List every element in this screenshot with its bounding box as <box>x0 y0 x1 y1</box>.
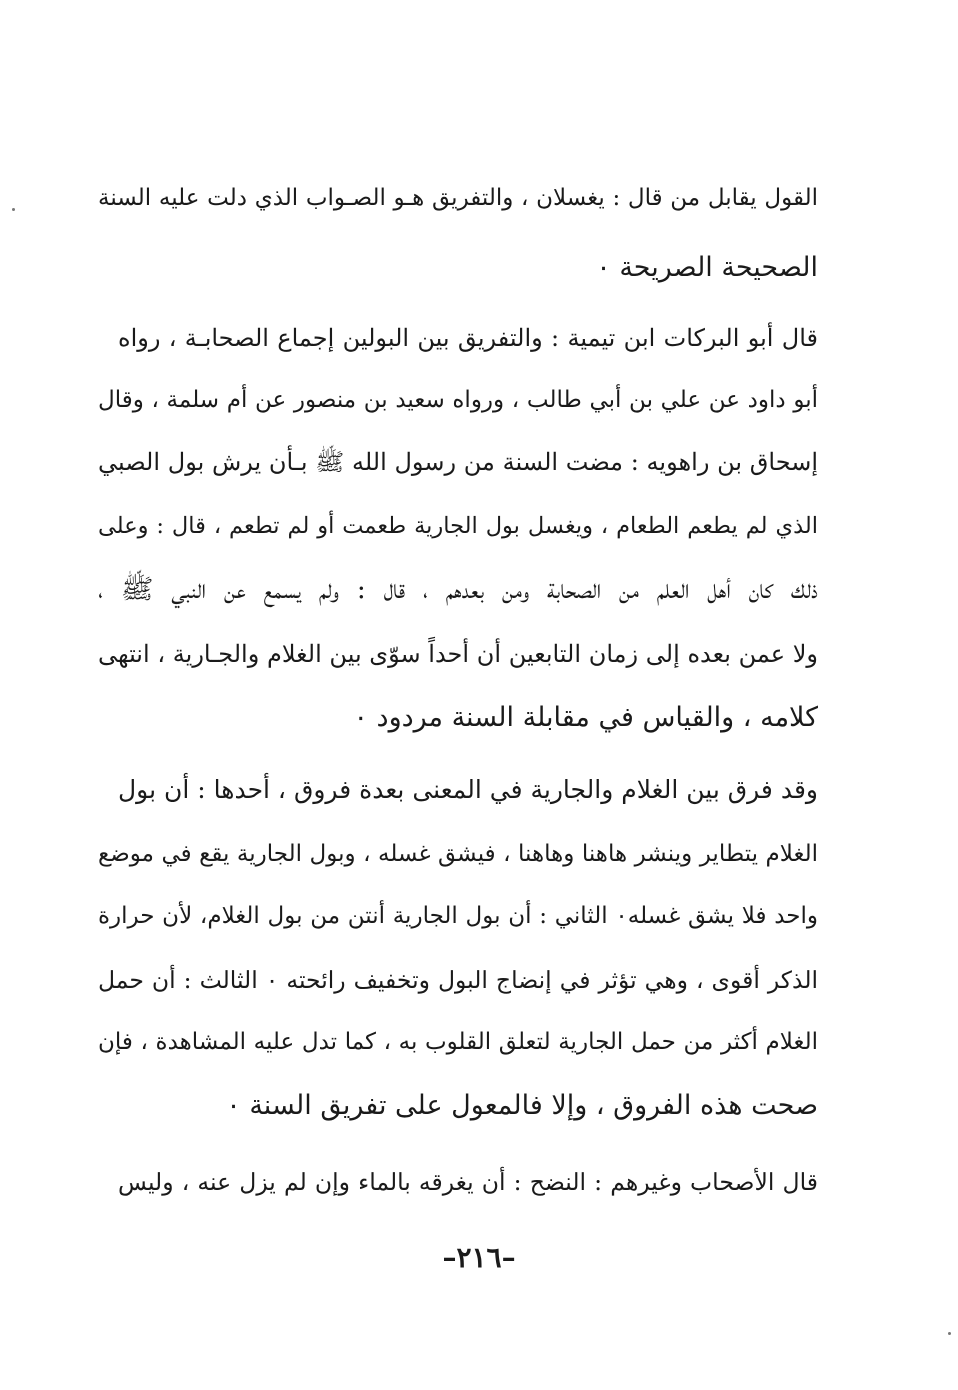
text-line: الغلام أكثر من حمل الجارية لتعلق القلوب به ، كما تدل عليه المشاهدة ، فإن <box>98 1029 818 1055</box>
text-line: قال الأصحاب وغيرهم : النضح : أن يغرقه بالماء وإن لم يزل عنه ، وليس <box>118 1168 818 1196</box>
text-line: ذلك كان أهل العلم من الصحابة ومن بعدهم ، قال : ولم يسمع عن النبي ﷺ ، <box>98 574 818 605</box>
scan-speck <box>12 208 15 211</box>
text-line: الغلام يتطاير وينشر هاهنا وهاهنا ، فيشق غسله ، وبول الجارية يقع في موضع <box>98 841 818 867</box>
text-line: كلامه ، والقياس في مقابلة السنة مردود ٠ <box>353 702 818 733</box>
scan-speck <box>948 1332 951 1335</box>
text-line: قال أبو البركات ابن تيمية : والتفريق بين البولين إجماع الصحابـة ، رواه <box>118 324 818 352</box>
text-line: واحد فلا يشق غسله٠ الثاني : أن بول الجارية أنتن من بول الغلام، لأن حرارة <box>98 903 818 929</box>
text-line: إسحاق بن راهويه : مضت السنة من رسول الله ﷺ بـأن يرش بول الصبي <box>98 448 819 476</box>
text-line: القول يقابل من قال : يغسلان ، والتفريق هـو الصـواب الذي دلت عليه السنة <box>98 185 818 211</box>
text-line: الذي لم يطعم الطعام ، ويغسل بول الجارية طعمت أو لم تطعم ، قال : وعلى <box>98 513 818 539</box>
text-line: الذكر أقوى ، وهي تؤثر في إنضاج البول وتخفيف رائحته ٠ الثالث : أن حمل <box>98 966 819 994</box>
text-line: الصحيحة الصريحة ٠ <box>596 252 818 283</box>
text-line: وقد فرق بين الغلام والجارية في المعنى بعدة فروق ، أحدها : أن بول <box>118 775 818 804</box>
text-line: أبو داود عن علي بن أبي طالب ، ورواه سعيد بن منصور عن أم سلمة ، وقال <box>98 387 818 413</box>
text-line: صحت هذه الفروق ، وإلا فالمعول على تفريق السنة ٠ <box>226 1090 818 1121</box>
text-line: ولا عمن بعده إلى زمان التابعين أن أحداً سوّى بين الغلام والجـارية ، انتهى <box>98 640 818 668</box>
page-number: –٢١٦– <box>442 1241 516 1274</box>
